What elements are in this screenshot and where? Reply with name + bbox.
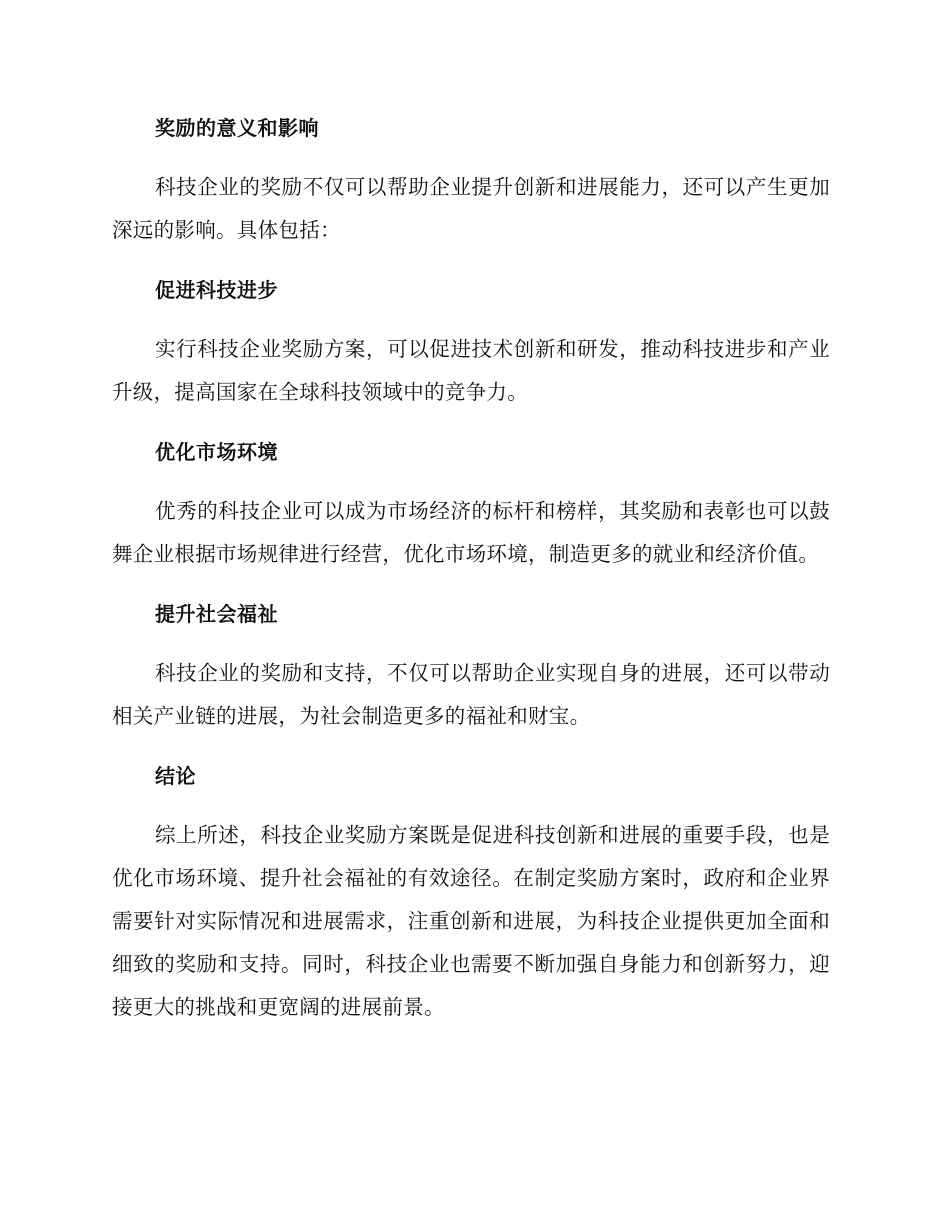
section-heading-market-environment: 优化市场环境 [155,440,278,464]
section-body-significance: 科技企业的奖励不仅可以帮助企业提升创新和进展能力，还可以产生更加深远的影响。具体包括： [112,175,830,242]
section-body-market-environment: 优秀的科技企业可以成为市场经济的标杆和榜样，其奖励和表彰也可以鼓舞企业根据市场规律进行经营，优化市场环境，制造更多的就业和经济价值。 [112,499,830,566]
document-page [112,108,830,1047]
section-heading-conclusion: 结论 [155,764,196,788]
section-body-social-welfare: 科技企业的奖励和支持，不仅可以帮助企业实现自身的进展，还可以带动相关产业链的进展，为社会制造更多的福祉和财宝。 [112,661,830,728]
section-body-conclusion: 综上所述，科技企业奖励方案既是促进科技创新和进展的重要手段，也是优化市场环境、提升社会福祉的有效途径。在制定奖励方案时，政府和企业界需要针对实际情况和进展需求，注重创新和进展，为科技企业提供更加全面和细致的奖励和支持。同时，科技企业也需要不断加强自身能力和创新努力，迎接更大的挑战和更宽阔的进展前景。 [112,823,830,1019]
section-heading-significance: 奖励的意义和影响 [155,116,319,140]
section-heading-tech-progress: 促进科技进步 [155,278,278,302]
section-body-tech-progress: 实行科技企业奖励方案，可以促进技术创新和研发，推动科技进步和产业升级，提高国家在全球科技领域中的竞争力。 [112,337,830,404]
section-heading-social-welfare: 提升社会福祉 [155,602,278,626]
